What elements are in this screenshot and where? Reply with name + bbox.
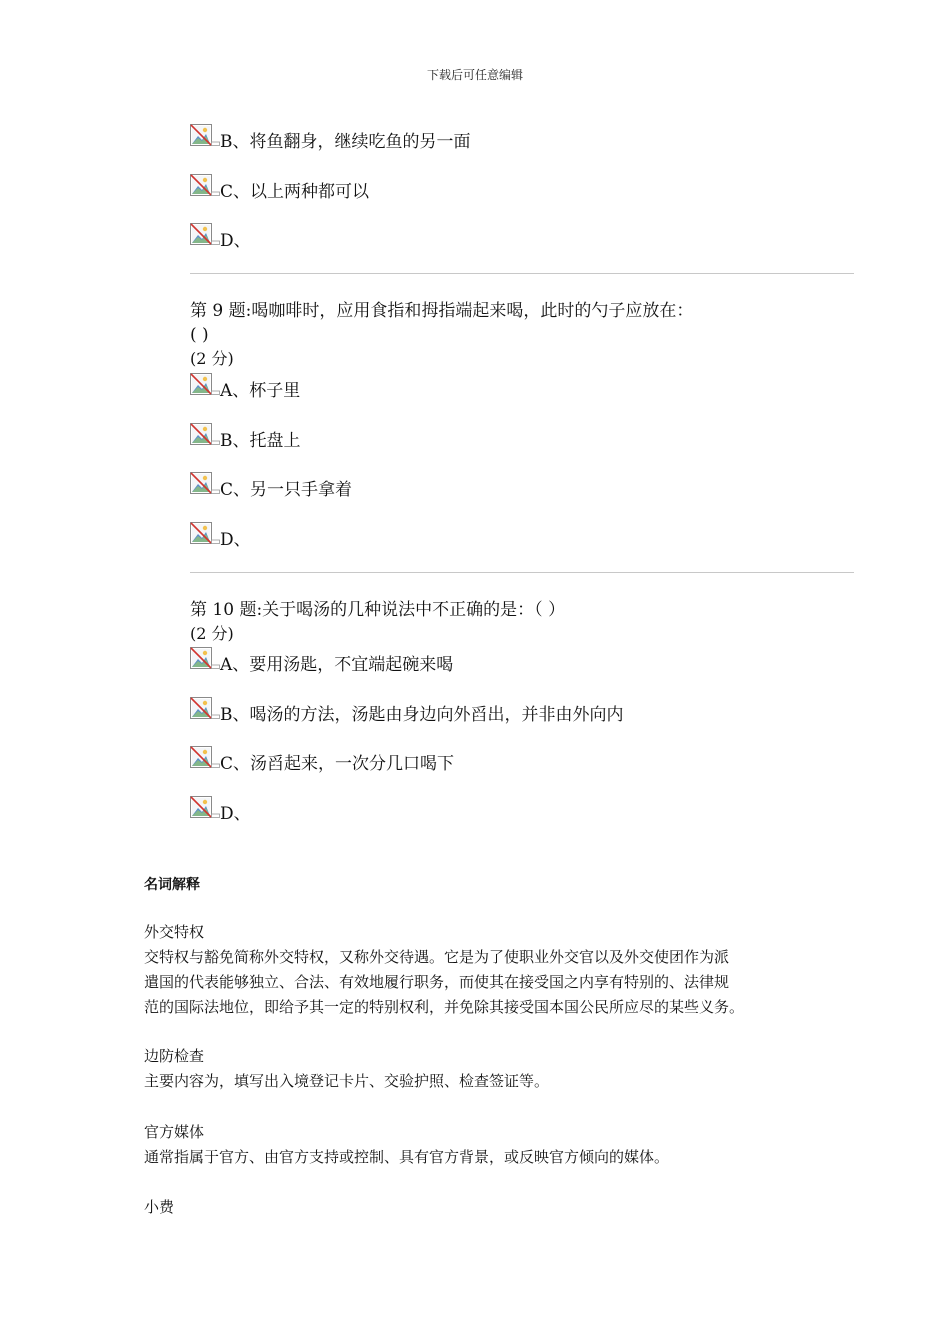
broken-image-icon [190,697,220,721]
broken-image-icon [190,796,220,820]
option-q10-b[interactable] [190,699,624,725]
option-label: B、喝汤的方法，汤匙由身边向外舀出，并非由外向内 [220,705,624,725]
glossary-term: 外交特权 [144,923,205,941]
option-label: C、另一只手拿着 [220,480,353,500]
glossary-entry [144,1120,824,1170]
option-label: A、杯子里 [220,381,301,401]
question-divider [190,572,854,573]
option-q8-c[interactable] [190,176,369,202]
broken-image-icon [190,423,220,447]
glossary-term: 边防检查 [144,1047,205,1065]
glossary-entry [144,1195,824,1220]
option-q9-a[interactable] [190,375,300,401]
glossary-term: 小费 [144,1198,175,1216]
glossary-definition-line: 遣国的代表能够独立、合法、有效地履行职务，而使其在接受国之内享有特别的、法律规 [144,973,730,991]
glossary-entry [144,920,824,1020]
glossary-definition-line: 主要内容为，填写出入境登记卡片、交验护照、检查签证等。 [144,1072,550,1090]
question-divider [190,273,854,274]
option-label: A、要用汤匙，不宜端起碗来喝 [220,655,454,675]
option-q8-b[interactable] [190,126,471,152]
broken-image-icon [190,174,220,198]
glossary-definition-line: 范的国际法地位，即给予其一定的特别权利，并免除其接受国本国公民所应尽的某些义务。 [144,998,745,1016]
question-9-text: 第 9 题:喝咖啡时，应用食指和拇指端起来喝，此时的勺子应放在： [190,301,694,321]
glossary-definition-line: 通常指属于官方、由官方支持或控制、具有官方背景，或反映官方倾向的媒体。 [144,1148,670,1166]
glossary-entry [144,1044,824,1094]
broken-image-icon [190,124,220,148]
option-label: B、托盘上 [220,431,301,451]
section-title: 名词解释 [144,877,200,893]
option-q8-d[interactable] [190,225,251,251]
broken-image-icon [190,647,220,671]
option-q9-d[interactable] [190,524,251,550]
option-q9-c[interactable] [190,474,352,500]
broken-image-icon [190,373,220,397]
option-label: B、将鱼翻身，继续吃鱼的另一面 [220,132,471,152]
broken-image-icon [190,522,220,546]
broken-image-icon [190,472,220,496]
glossary-definition-line: 交特权与豁免简称外交特权，又称外交待遇。它是为了使职业外交官以及外交使团作为派 [144,948,730,966]
option-q10-d[interactable] [190,798,251,824]
broken-image-icon [190,746,220,770]
question-9-blank: ( ) [190,325,209,345]
option-label: D、 [220,530,251,550]
option-label: D、 [220,231,251,251]
option-q10-c[interactable] [190,748,454,774]
glossary-term: 官方媒体 [144,1123,205,1141]
question-10-text: 第 10 题:关于喝汤的几种说法中不正确的是：（ ） [190,600,566,620]
question-9-score: (2 分) [190,349,234,368]
option-label: C、以上两种都可以 [220,182,370,202]
option-label: C、汤舀起来，一次分几口喝下 [220,754,455,774]
broken-image-icon [190,223,220,247]
option-q9-b[interactable] [190,425,301,451]
page-header: 下载后可任意编辑 [426,68,523,82]
option-label: D、 [220,804,251,824]
question-10-score: (2 分) [190,624,234,643]
option-q10-a[interactable] [190,649,453,675]
